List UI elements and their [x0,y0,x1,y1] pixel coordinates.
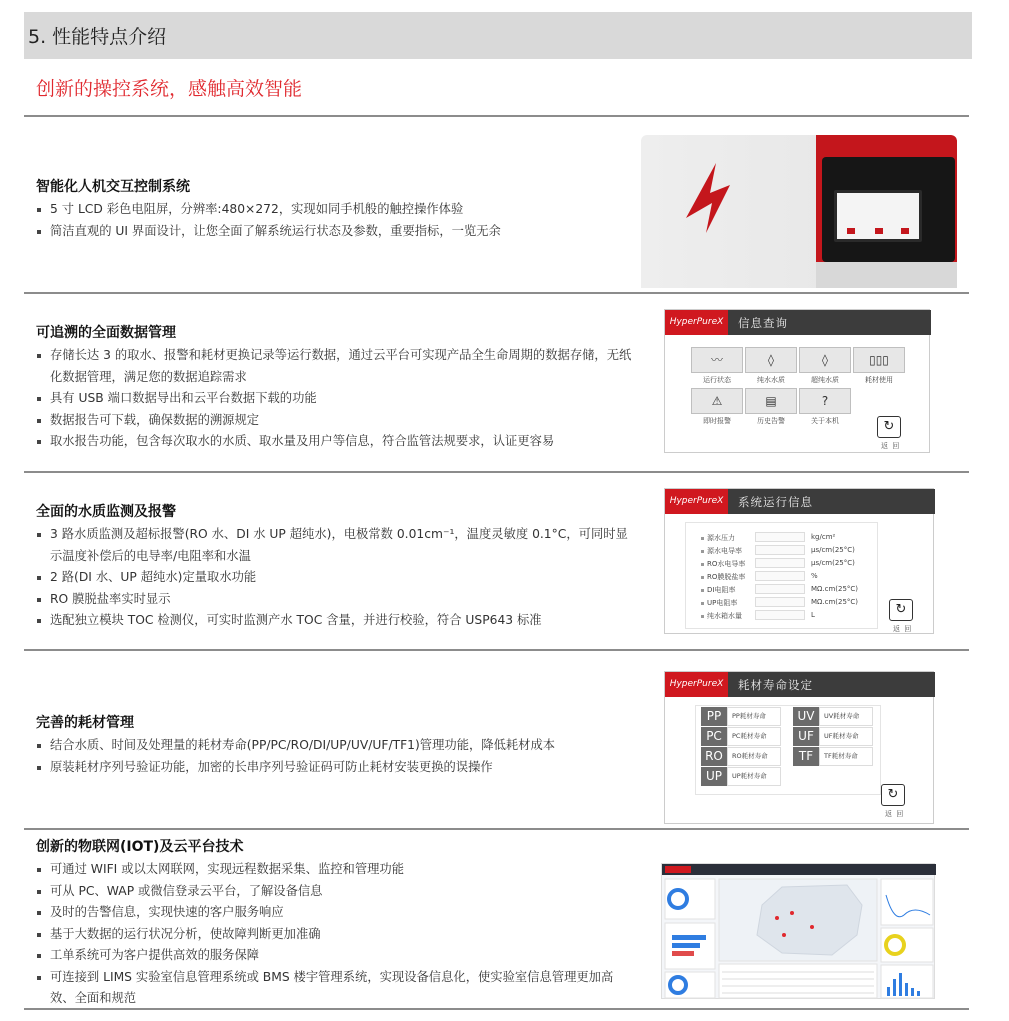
ultrapure-tile[interactable] [799,347,851,373]
code-badge: UV [793,707,819,726]
warning-icon: ⚠ [711,394,723,408]
code-badge: PP [701,707,727,726]
status-tile[interactable] [691,347,743,373]
filter-icon: ▯▯▯ [869,353,889,367]
panel-title: 耗材寿命设定 [738,678,813,692]
back-label: 返 回 [881,442,901,450]
cloud-dashboard-screenshot [661,863,935,999]
system-status-panel [664,488,934,634]
feature-bullet: 可通过 WIFI 或以太网联网，实现远程数据采集、监控和管理功能 [36,859,636,881]
tile-label: 历史告警 [757,417,785,425]
feature-section [36,176,636,242]
info-query-panel [664,309,930,453]
feature-bullet: 工单系统可为客户提供高效的服务保障 [36,945,636,967]
back-label: 返 回 [893,625,913,633]
value-field [755,558,805,568]
life-label: UV耗材寿命 [819,707,873,726]
life-label: PP耗材寿命 [727,707,781,726]
question-icon: ? [821,394,829,408]
life-label: PC耗材寿命 [727,727,781,746]
value-field [755,597,805,607]
unit-label: kg/cm² [811,533,836,541]
code-badge: UF [793,727,819,746]
feature-bullet: 具有 USB 端口数据导出和云平台数据下载的功能 [36,388,636,410]
status-label: RO膜脱盐率 [707,573,746,581]
feature-title: 全面的水质监测及报警 [36,504,176,520]
feature-section [36,501,636,632]
tile-label: 关于本机 [811,417,839,425]
consumable-tile[interactable] [853,347,905,373]
divider [24,471,969,473]
wave-icon: 〰 [710,353,723,367]
feature-title: 可追溯的全面数据管理 [36,325,176,341]
drop-icon: ◊ [822,353,828,367]
tile-label: 纯水水质 [757,376,785,384]
feature-bullet: 结合水质、时间及处理量的耗材寿命(PP/PC/RO/DI/UP/UV/UF/TF1)管理功能，降低耗材成本 [36,735,636,757]
brand-logo: HyperPureX [665,310,728,335]
device-photo [641,135,957,288]
pure-water-tile[interactable] [745,347,797,373]
value-field [755,532,805,542]
feature-bullet: 数据报告可下载，确保数据的溯源规定 [36,410,636,432]
status-label: DI电阻率 [707,586,736,594]
divider [24,115,969,117]
dashboard-illustration [662,875,936,1000]
feature-bullet: 可连接到 LIMS 实验室信息管理系统或 BMS 楼宇管理系统，实现设备信息化，使实验室信息管理更加高效、全面和规范 [36,967,636,1010]
drop-icon: ◊ [768,353,774,367]
status-label: 纯水箱水量 [707,612,742,620]
tile-label: 即时报警 [703,417,731,425]
feature-title: 智能化人机交互控制系统 [36,179,190,195]
feature-bullet: 可从 PC、WAP 或微信登录云平台，了解设备信息 [36,881,636,903]
brand-logo: HyperPureX [665,489,728,514]
code-badge: PC [701,727,727,746]
section-title: 5. 性能特点介绍 [28,26,167,48]
feature-bullet: 5 寸 LCD 彩色电阻屏，分辨率:480×272，实现如同手机般的触控操作体验 [36,199,636,221]
life-label: UF耗材寿命 [819,727,873,746]
back-label: 返 回 [885,810,905,818]
unit-label: μs/cm(25°C) [811,546,855,554]
panel-title: 信息查询 [738,316,788,330]
tile-label: 超纯水质 [811,376,839,384]
feature-bullet: 原装耗材序列号验证功能，加密的长串序列号验证码可防止耗材安装更换的误操作 [36,757,636,779]
device-screen [834,190,922,242]
section-header [24,12,972,59]
consumable-life-panel [664,671,934,824]
feature-bullet: 3 路水质监测及超标报警(RO 水、DI 水 UP 超纯水)，电极常数 0.01cm⁻¹，温度灵敏度 0.1°C，可同时显示温度补偿后的电导率/电阻率和水温 [36,524,636,567]
feature-bullet: RO 膜脱盐率实时显示 [36,589,636,611]
code-badge: RO [701,747,727,766]
feature-bullet: 2 路(DI 水、UP 超纯水)定量取水功能 [36,567,636,589]
unit-label: MΩ.cm(25°C) [811,598,859,606]
brand-logo: HyperPureX [665,672,728,697]
back-button[interactable]: ↻ [881,784,905,806]
life-label: UP耗材寿命 [727,767,781,786]
divider [24,292,969,294]
brand-bolt-icon [686,163,731,233]
status-label: 源水电导率 [707,547,742,555]
value-field [755,545,805,555]
life-label: TF耗材寿命 [819,747,873,766]
subtitle: 创新的操控系统，感触高效智能 [36,78,303,100]
feature-section [36,836,636,1010]
feature-bullet: 基于大数据的运行状况分析，使故障判断更加准确 [36,924,636,946]
panel-title: 系统运行信息 [738,495,813,509]
status-label: UP电阻率 [707,599,738,607]
feature-title: 完善的耗材管理 [36,715,134,731]
feature-bullet: 存储长达 3 的取水、报警和耗材更换记录等运行数据，通过云平台可实现产品全生命周期的数据存储，无纸化数据管理，满足您的数据追踪需求 [36,345,636,388]
unit-label: MΩ.cm(25°C) [811,585,859,593]
about-tile[interactable] [799,388,851,414]
divider [24,649,969,651]
feature-bullet: 简洁直观的 UI 界面设计，让您全面了解系统运行状态及参数，重要指标，一览无余 [36,221,636,243]
feature-section [36,712,636,778]
tile-label: 运行状态 [703,376,731,384]
history-icon: ▤ [765,394,777,408]
value-field [755,571,805,581]
feature-bullet: 选配独立模块 TOC 检测仪，可实时监测产水 TOC 含量，并进行校验，符合 USP643 标准 [36,610,636,632]
back-button[interactable]: ↻ [877,416,901,438]
life-label: RO耗材寿命 [727,747,781,766]
divider [24,828,969,830]
value-field [755,610,805,620]
feature-bullet: 及时的告警信息，实现快速的客户服务响应 [36,902,636,924]
unit-label: L [811,611,815,619]
feature-section [36,322,636,453]
history-tile[interactable] [745,388,797,414]
feature-title: 创新的物联网(IOT)及云平台技术 [36,839,244,855]
back-button[interactable]: ↻ [889,599,913,621]
code-badge: UP [701,767,727,786]
status-label: RO水电导率 [707,560,746,568]
value-field [755,584,805,594]
code-badge: TF [793,747,819,766]
tile-label: 耗材使用 [865,376,893,384]
feature-bullet: 取水报告功能，包含每次取水的水质、取水量及用户等信息，符合监管法规要求，认证更容易 [36,431,636,453]
brand-logo-mark [665,866,691,873]
alarm-tile[interactable] [691,388,743,414]
status-label: 源水压力 [707,534,735,542]
unit-label: μs/cm(25°C) [811,559,855,567]
unit-label: % [811,572,818,580]
